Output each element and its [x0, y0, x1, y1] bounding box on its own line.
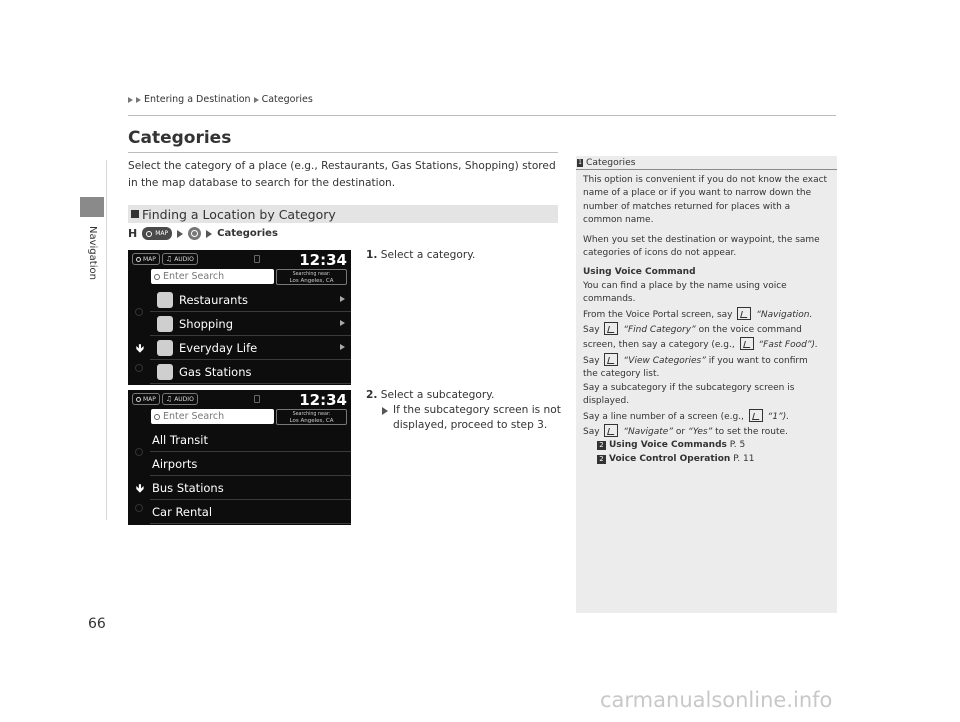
search-near-box[interactable]: Searching near: Los Angeles, CA — [276, 409, 347, 425]
scroll-up-icon — [135, 448, 143, 456]
audio-pill[interactable]: ♫ AUDIO — [162, 253, 198, 265]
note-rule — [576, 169, 837, 170]
scroll-indicator-icon — [135, 364, 143, 372]
clock: 12:34 — [299, 251, 347, 269]
down-arrow-icon[interactable]: 🡻 — [136, 482, 144, 495]
audio-pill[interactable]: ♫ AUDIO — [162, 393, 198, 405]
sidebar-label: Navigation — [87, 226, 98, 280]
note-body: This option is convenient if you do not know the exact name of a place or if you want to narrow down the number of matches returned for places with a common name. When you set the destination or waypoint, the same categories of icons do not appear. Using Voice Command You can find a place by the name using voice commands. From the Voice Portal screen, say “Navigation. Say “Find Category” on the voice command screen, then say a category (e.g., “Fast Food”). Say “View Categories” if you want to confirm the category list. Say a subcategory if the subcategory screen is displayed. Say a line number of a screen (e.g., “1”). Say “Navigate” or “Yes” to set the route. 2 Using Voice Commands P. 5 2 Voice Control Operation P. 11 — [583, 174, 831, 466]
down-arrow-icon[interactable]: 🡻 — [136, 342, 144, 355]
home-icon: H — [128, 227, 138, 240]
phone-icon — [254, 395, 260, 403]
talk-button-icon — [604, 353, 618, 366]
category-screenshot — [128, 250, 351, 385]
map-button-icon: MAP — [142, 227, 172, 240]
list-item[interactable]: All Transit — [150, 428, 351, 452]
watermark: carmanualsonline.info — [600, 688, 833, 712]
talk-button-icon — [740, 337, 754, 350]
path-arrow-icon — [206, 230, 212, 238]
list-item[interactable]: Restaurants — [150, 288, 351, 312]
breadcrumb-arrow-icon — [128, 97, 133, 103]
list-item[interactable]: Gas Stations — [150, 360, 351, 384]
section-heading-text: Finding a Location by Category — [142, 206, 336, 222]
music-note-icon: ♫ — [165, 395, 173, 403]
map-pill[interactable]: MAP — [132, 253, 160, 265]
scroll-indicator-icon — [135, 504, 143, 512]
chevron-right-icon — [340, 344, 345, 350]
subcategory-screenshot — [128, 390, 351, 525]
magnifier-icon — [154, 414, 160, 420]
list-item[interactable]: Airports — [150, 452, 351, 476]
restaurant-icon — [157, 292, 173, 308]
list-item[interactable]: Bus Stations — [150, 476, 351, 500]
list-item[interactable]: Shopping — [150, 312, 351, 336]
page-number: 66 — [88, 616, 106, 632]
music-note-icon: ♫ — [165, 255, 173, 263]
talk-button-icon — [749, 409, 763, 422]
breadcrumb-item[interactable]: Categories — [261, 94, 313, 105]
search-near-box[interactable]: Searching near: Los Angeles, CA — [276, 269, 347, 285]
path-final: Categories — [217, 228, 278, 239]
breadcrumb-arrow-icon — [136, 97, 141, 103]
note-title: 1 Categories — [578, 157, 636, 168]
search-icon — [188, 227, 201, 240]
chevron-right-icon — [340, 320, 345, 326]
note-badge: 1 — [578, 158, 582, 166]
section-heading — [128, 205, 558, 223]
list-item[interactable]: Everyday Life — [150, 336, 351, 360]
navigation-path — [128, 227, 278, 240]
square-bullet-icon — [131, 210, 139, 218]
map-pill[interactable]: MAP — [132, 393, 160, 405]
search-input[interactable]: Enter Search — [151, 269, 274, 284]
phone-icon — [254, 255, 260, 263]
talk-button-icon — [737, 307, 751, 320]
talk-button-icon — [604, 322, 618, 335]
voice-command-heading: Using Voice Command — [583, 267, 696, 278]
clock: 12:34 — [299, 391, 347, 409]
search-input[interactable]: Enter Search — [151, 409, 274, 424]
sidebar-divider — [106, 160, 107, 520]
header-rule — [128, 115, 836, 116]
xref-voice-control[interactable]: 2 Voice Control Operation P. 11 — [597, 453, 831, 466]
intro-text: Select the category of a place (e.g., Restaurants, Gas Stations, Shopping) stored in the map database to search for the destination. — [128, 160, 556, 189]
page-title: Categories — [128, 128, 232, 148]
breadcrumb-arrow-icon — [254, 97, 259, 103]
everyday-life-icon — [157, 340, 173, 356]
list-item[interactable]: Car Rental — [150, 500, 351, 524]
cross-reference-icon: 2 — [597, 441, 606, 450]
shopping-bag-icon — [157, 316, 173, 332]
title-rule — [128, 152, 558, 153]
step-2: 2. Select a subcategory. If the subcategory screen is not displayed, proceed to step 3. — [366, 389, 561, 431]
magnifier-icon — [154, 274, 160, 280]
sub-arrow-icon — [382, 407, 388, 415]
breadcrumb-item[interactable]: Entering a Destination — [144, 94, 251, 105]
scroll-up-icon — [135, 308, 143, 316]
breadcrumb — [128, 94, 313, 105]
xref-voice-commands[interactable]: 2 Using Voice Commands P. 5 — [597, 439, 831, 452]
chevron-right-icon — [340, 296, 345, 302]
cross-reference-icon: 2 — [597, 455, 606, 464]
talk-button-icon — [604, 424, 618, 437]
step-1: 1. Select a category. — [366, 249, 476, 261]
section-tab — [80, 197, 104, 217]
gas-pump-icon — [157, 364, 173, 380]
path-arrow-icon — [177, 230, 183, 238]
